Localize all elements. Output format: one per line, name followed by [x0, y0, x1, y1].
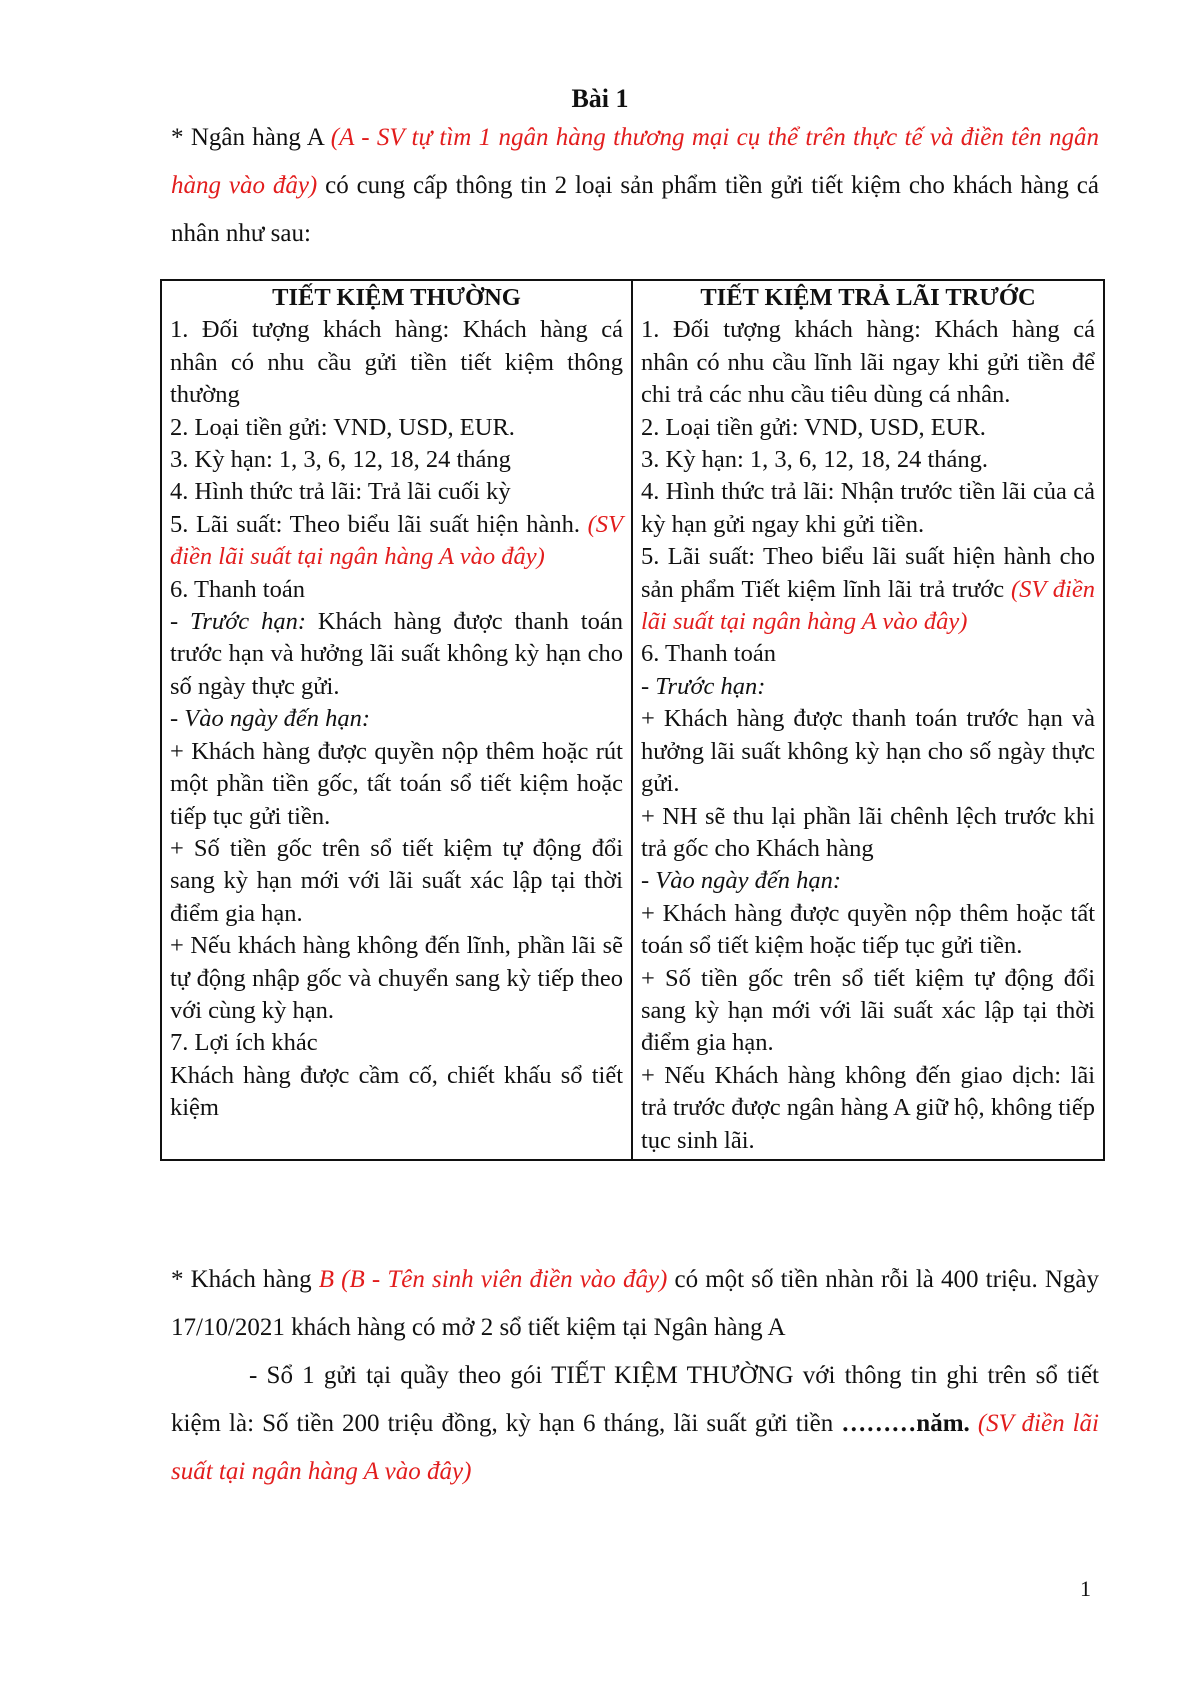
rate-instruction: (SV điền lãi suất tại ngân hàng A vào đây): [641, 575, 1095, 636]
right-column-cell: [632, 280, 1104, 1160]
customer-lead: * Khách hàng: [171, 1266, 319, 1293]
list-item: - Vào ngày đến hạn:: [641, 867, 842, 895]
book1-instruction: (SV điền lãi suất tại ngân hàng A vào đây): [171, 1410, 1100, 1485]
customer-rest: có một số tiền nhàn rỗi là 400 triệu. Ngày 17/10/2021 khách hàng có mở 2 sổ tiết kiệm tại Ngân hàng A: [171, 1266, 1100, 1341]
list-item: - Vào ngày đến hạn:: [170, 705, 371, 733]
list-item: 6. Thanh toán: [641, 640, 776, 668]
table-row: [161, 280, 1104, 1160]
list-item: 2. Loại tiền gửi: VND, USD, EUR.: [641, 413, 986, 441]
book1-paragraph: [171, 1352, 1099, 1496]
list-item: + NH sẽ thu lại phần lãi chênh lệch trước khi trả gốc cho Khách hàng: [641, 802, 1095, 862]
rate-instruction: (SV điền lãi suất tại ngân hàng A vào đây): [170, 510, 623, 571]
list-item: 6. Thanh toán: [170, 575, 305, 603]
list-item: 7. Lợi ích khác: [170, 1029, 318, 1057]
list-item: + Khách hàng được quyền nộp thêm hoặc rút một phần tiền gốc, tất toán sổ tiết kiệm hoặc tiếp tục gửi tiền.: [170, 737, 623, 830]
intro-lead: * Ngân hàng A: [171, 124, 331, 151]
left-column-header: TIẾT KIỆM THƯỜNG: [272, 284, 521, 311]
list-item: + Số tiền gốc trên sổ tiết kiệm tự động đổi sang kỳ hạn mới với lãi suất xác lập tại thời điểm gia hạn.: [641, 964, 1095, 1057]
exercise-title: Bài 1: [571, 84, 629, 113]
list-item: [641, 541, 1095, 638]
list-item: 3. Kỳ hạn: 1, 3, 6, 12, 18, 24 tháng.: [641, 446, 989, 474]
list-item: Khách hàng được cầm cố, chiết khấu sổ tiết kiệm: [170, 1061, 623, 1122]
list-item: - Trước hạn:: [641, 672, 766, 700]
list-item: 4. Hình thức trả lãi: Nhận trước tiền lãi của cả kỳ hạn gửi ngay khi gửi tiền.: [641, 478, 1095, 538]
list-item: 1. Đối tượng khách hàng: Khách hàng cá nhân có nhu cầu gửi tiền tiết kiệm thông thường: [170, 316, 623, 409]
intro-paragraph: [171, 114, 1099, 258]
list-item: + Khách hàng được quyền nộp thêm hoặc tất toán sổ tiết kiệm hoặc tiếp tục gửi tiền.: [641, 899, 1095, 960]
list-item: + Nếu khách hàng không đến lĩnh, phần lãi sẽ tự động nhập gốc và chuyển sang kỳ tiếp theo với cùng kỳ hạn.: [170, 932, 623, 1024]
intro-instruction: (A - SV tự tìm 1 ngân hàng thương mại cụ thể trên thực tế và điền tên ngân hàng vào đây): [171, 124, 1099, 199]
customer-instruction: B (B - Tên sinh viên điền vào đây): [318, 1266, 668, 1293]
list-item: 1. Đối tượng khách hàng: Khách hàng cá nhân có nhu cầu lĩnh lãi ngay khi gửi tiền để chi trả các nhu cầu tiêu dùng cá nhân.: [641, 316, 1095, 409]
list-item: + Số tiền gốc trên sổ tiết kiệm tự động đổi sang kỳ hạn mới với lãi suất xác lập tại thời điểm gia hạn.: [170, 834, 623, 927]
list-item: + Khách hàng được thanh toán trước hạn và hưởng lãi suất không kỳ hạn cho số ngày thực gửi.: [641, 705, 1095, 798]
product-comparison-table: [160, 279, 1105, 1161]
intro-rest: có cung cấp thông tin 2 loại sản phẩm tiền gửi tiết kiệm cho khách hàng cá nhân như sau:: [171, 172, 1099, 247]
rate-text: 5. Lãi suất: Theo biểu lãi suất hiện hành.: [170, 510, 588, 538]
list-item: 4. Hình thức trả lãi: Trả lãi cuối kỳ: [170, 478, 511, 506]
list-item: [170, 606, 623, 703]
list-item: 2. Loại tiền gửi: VND, USD, EUR.: [170, 413, 515, 441]
rate-text: 5. Lãi suất: Theo biểu lãi suất hiện hành cho sản phẩm Tiết kiệm lĩnh lãi trả trước: [641, 543, 1095, 603]
book1-text: - Sổ 1 gửi tại quầy theo gói TIẾT KIỆM THƯỜNG với thông tin ghi trên sổ tiết kiệm là: Số tiền 200 triệu đồng, kỳ hạn 6 tháng, lãi suất gửi tiền: [171, 1362, 1099, 1437]
right-column-header: TIẾT KIỆM TRẢ LÃI TRƯỚC: [700, 284, 1036, 311]
early-label: - Trước hạn:: [170, 608, 306, 636]
left-column-cell: [161, 280, 632, 1160]
early-text: Khách hàng được thanh toán trước hạn và hưởng lãi suất không kỳ hạn cho số ngày thực gửi.: [170, 608, 623, 700]
customer-paragraph: [171, 1256, 1099, 1352]
list-item: 3. Kỳ hạn: 1, 3, 6, 12, 18, 24 tháng: [170, 446, 511, 474]
list-item: [170, 509, 623, 574]
page-number: 1: [1080, 1576, 1091, 1601]
list-item: + Nếu Khách hàng không đến giao dịch: lãi trả trước được ngân hàng A giữ hộ, không tiếp tục sinh lãi.: [641, 1061, 1095, 1154]
book1-blank: ………năm.: [841, 1410, 970, 1437]
